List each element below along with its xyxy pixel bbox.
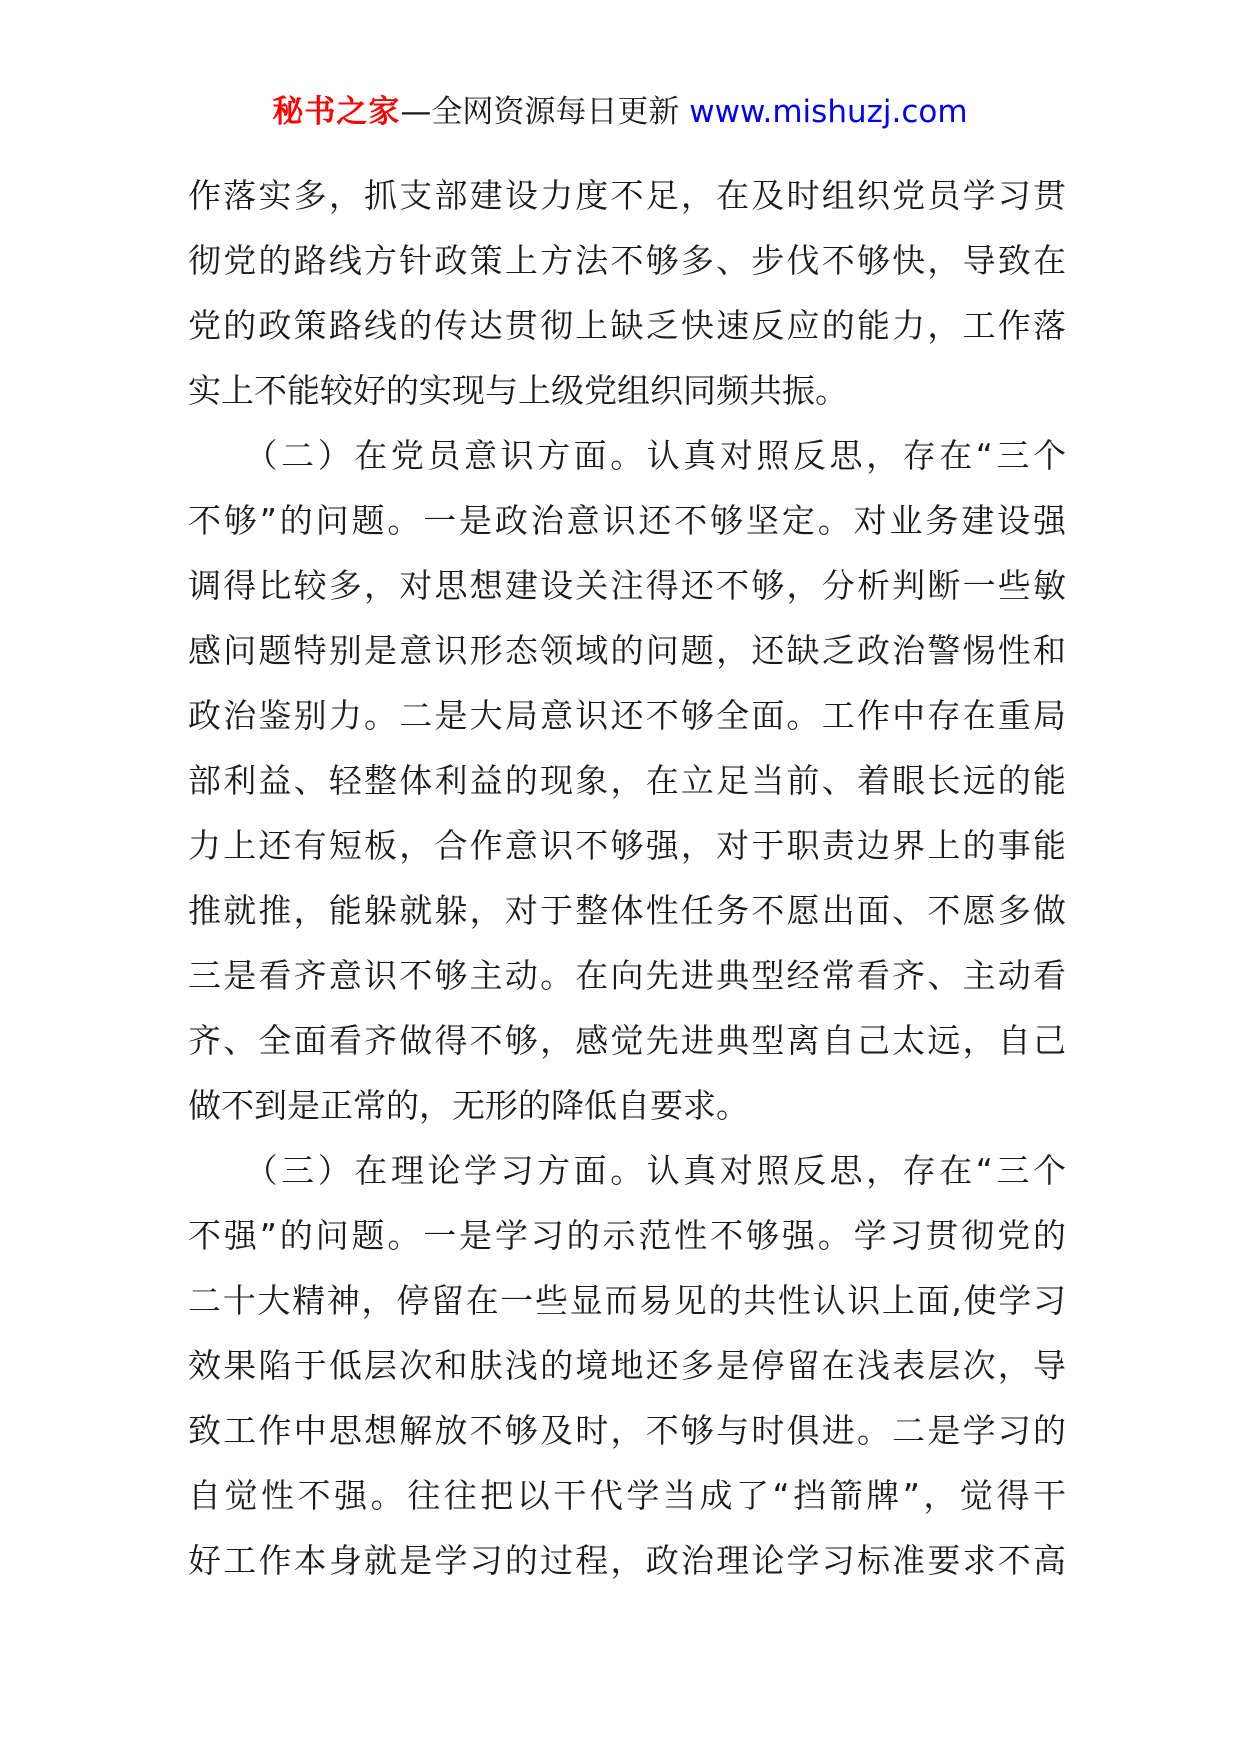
text-line: 政治鉴别力。二是大局意识还不够全面。工作中存在重局	[188, 696, 1066, 735]
paragraph-3	[188, 1138, 1066, 1593]
text-line: 推就推，能躲就躲，对于整体性任务不愿出面、不愿多做	[188, 891, 1066, 930]
paragraph-2	[188, 423, 1066, 1138]
text-line: 齐、全面看齐做得不够，感觉先进典型离自己太远，自己	[188, 1021, 1066, 1060]
text-line: 三是看齐意识不够主动。在向先进典型经常看齐、主动看	[188, 956, 1066, 995]
text-line: 不强”的问题。一是学习的示范性不够强。学习贯彻党的	[188, 1216, 1066, 1255]
paragraph-1	[188, 163, 1066, 423]
text-line: 好工作本身就是学习的过程，政治理论学习标准要求不高	[188, 1541, 1066, 1580]
text-line: 二十大精神，停留在一些显而易见的共性认识上面,使学习	[188, 1281, 1066, 1320]
header-brand: 秘书之家	[272, 94, 401, 130]
text-line: （二）在党员意识方面。认真对照反思，存在“三个	[188, 436, 1066, 475]
text-line: 致工作中思想解放不够及时，不够与时俱进。二是学习的	[188, 1411, 1066, 1450]
text-line: 感问题特别是意识形态领域的问题，还缺乏政治警惕性和	[188, 631, 1066, 670]
document-body	[188, 163, 1066, 1593]
text-line: 党的政策路线的传达贯彻上缺乏快速反应的能力，工作落	[188, 306, 1066, 345]
page-header	[0, 92, 1240, 132]
text-line: 作落实多，抓支部建设力度不足，在及时组织党员学习贯	[188, 176, 1066, 215]
text-line: 力上还有短板，合作意识不够强，对于职责边界上的事能	[188, 826, 1066, 865]
text-line: 不够”的问题。一是政治意识还不够坚定。对业务建设强	[188, 501, 1066, 540]
text-line: 自觉性不强。往往把以干代学当成了“挡箭牌”，觉得干	[188, 1476, 1066, 1515]
text-line: 部利益、轻整体利益的现象，在立足当前、着眼长远的能	[188, 761, 1066, 800]
text-line: 效果陷于低层次和肤浅的境地还多是停留在浅表层次，导	[188, 1346, 1066, 1385]
text-line: 调得比较多，对思想建设关注得还不够，分析判断一些敏	[188, 566, 1066, 605]
text-line: 实上不能较好的实现与上级党组织同频共振。	[188, 371, 848, 410]
header-url-link[interactable]: www.mishuzj.com	[689, 94, 968, 130]
text-line: （三）在理论学习方面。认真对照反思，存在“三个	[188, 1151, 1066, 1190]
header-tagline: —全网资源每日更新	[400, 94, 690, 130]
text-line: 彻党的路线方针政策上方法不够多、步伐不够快，导致在	[188, 241, 1066, 280]
text-line: 做不到是正常的，无形的降低自要求。	[188, 1086, 749, 1125]
